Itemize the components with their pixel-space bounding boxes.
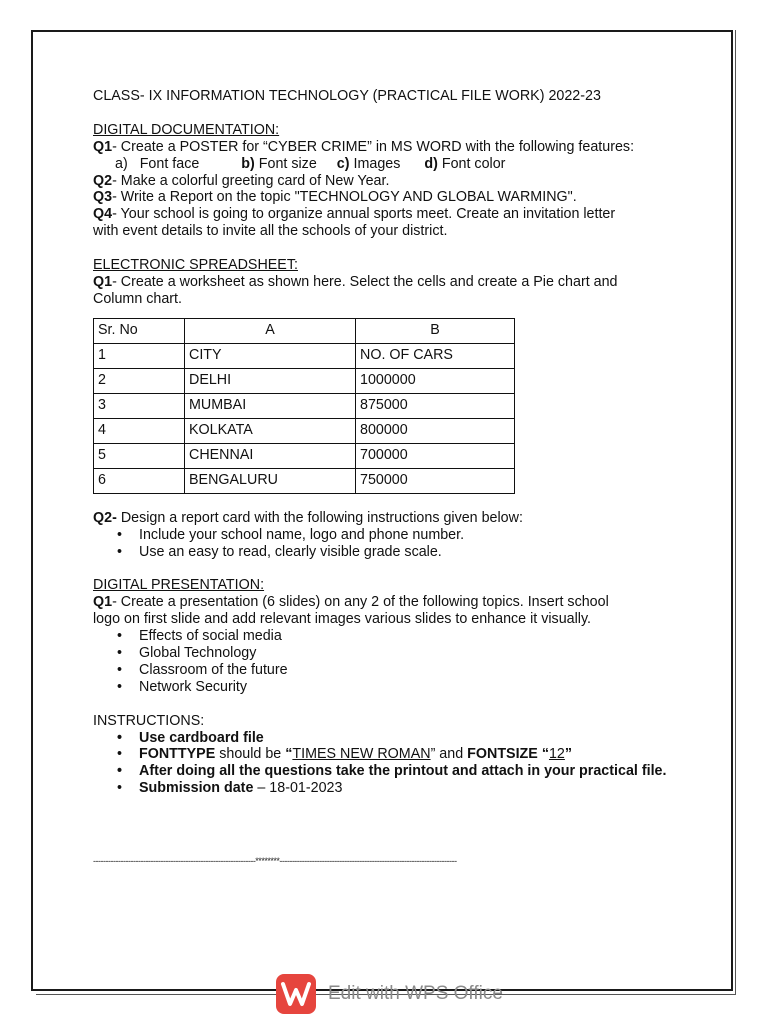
table-cell: BENGALURU — [185, 468, 356, 493]
footer-divider: -----------------------------------------------------------------********----------------------------------------------------------------------- — [93, 856, 457, 866]
doc-q1-options — [93, 156, 693, 173]
sheet-q2: Q2- Design a report card with the following instructions given below: — [93, 509, 523, 526]
instructions-list — [93, 730, 693, 798]
doc-q3: Q3- Write a Report on the topic "TECHNOLOGY AND GLOBAL WARMING". — [93, 189, 577, 206]
option-d: d) Font color — [424, 155, 506, 172]
list-item: • Classroom of the future — [139, 662, 693, 679]
table-cell: 750000 — [356, 468, 515, 493]
section-heading-instructions: INSTRUCTIONS: — [93, 712, 205, 729]
page-title: CLASS- IX INFORMATION TECHNOLOGY (PRACTICAL FILE WORK) 2022-23 — [93, 88, 601, 104]
table-row — [94, 468, 515, 493]
table-cell: CITY — [185, 343, 356, 368]
sheet-q2-bullets — [93, 527, 693, 561]
table-cell: 4 — [94, 418, 185, 443]
section-heading-documentation: DIGITAL DOCUMENTATION: — [93, 121, 280, 138]
doc-q1 — [93, 139, 693, 156]
section-heading-spreadsheet: ELECTRONIC SPREADSHEET: — [93, 257, 298, 274]
option-b: b) Font size — [241, 155, 317, 172]
sheet-q1-cont: Column chart. — [93, 290, 182, 307]
doc-q4-cont: with event details to invite all the schools of your district. — [93, 223, 448, 240]
list-item: • Include your school name, logo and phone number. — [139, 527, 693, 544]
table-cell: 700000 — [356, 443, 515, 468]
pres-q1-cont: logo on first slide and add relevant images various slides to enhance it visually. — [93, 611, 592, 628]
question-text: - Create a POSTER for “CYBER CRIME” in MS WORD with the following features: — [112, 138, 635, 155]
list-item: • After doing all the questions take the printout and attach in your practical file. — [139, 763, 693, 780]
table-header-cell: A — [185, 318, 356, 343]
section-heading-presentation: DIGITAL PRESENTATION: — [93, 577, 265, 594]
wps-w-icon — [281, 981, 311, 1007]
list-item: • Use cardboard file — [139, 730, 693, 747]
cars-table — [93, 318, 515, 494]
doc-q4: Q4- Your school is going to organize annual sports meet. Create an invitation letter — [93, 206, 616, 223]
list-item: • Effects of social media — [139, 628, 693, 645]
option-a: a) Font face — [115, 155, 200, 172]
table-cell: MUMBAI — [185, 393, 356, 418]
table-header-cell: Sr. No — [94, 318, 185, 343]
table-row — [94, 443, 515, 468]
wps-watermark-text: Edit with WPS Office — [328, 983, 503, 1004]
table-row — [94, 418, 515, 443]
table-cell: 6 — [94, 468, 185, 493]
table-cell: DELHI — [185, 368, 356, 393]
pres-q1: Q1- Create a presentation (6 slides) on any 2 of the following topics. Insert school — [93, 594, 609, 611]
table-cell: 5 — [94, 443, 185, 468]
table-cell: 1000000 — [356, 368, 515, 393]
table-cell: CHENNAI — [185, 443, 356, 468]
question-label: Q1 — [93, 138, 113, 155]
list-item: • Global Technology — [139, 645, 693, 662]
table-cell: NO. OF CARS — [356, 343, 515, 368]
table-row — [94, 393, 515, 418]
document-body — [93, 88, 693, 797]
list-item: • FONTTYPE should be “TIMES NEW ROMAN” and FONTSIZE “12” — [139, 746, 693, 763]
wps-watermark[interactable] — [276, 974, 503, 1014]
list-item: • Submission date – 18-01-2023 — [139, 780, 693, 797]
wps-logo-icon — [276, 974, 316, 1014]
sheet-q1: Q1- Create a worksheet as shown here. Select the cells and create a Pie chart and — [93, 273, 618, 290]
list-item: • Network Security — [139, 679, 693, 696]
table-cell: KOLKATA — [185, 418, 356, 443]
table-cell: 3 — [94, 393, 185, 418]
table-cell: 875000 — [356, 393, 515, 418]
table-row — [94, 368, 515, 393]
doc-q2: Q2- Make a colorful greeting card of New Year. — [93, 172, 390, 189]
table-header-cell: B — [356, 318, 515, 343]
table-cell: 800000 — [356, 418, 515, 443]
pres-topics — [93, 628, 693, 696]
option-c: c) Images — [336, 155, 401, 172]
table-header-row — [94, 318, 515, 343]
table-cell: 1 — [94, 343, 185, 368]
table-row — [94, 343, 515, 368]
table-cell: 2 — [94, 368, 185, 393]
list-item: • Use an easy to read, clearly visible grade scale. — [139, 544, 693, 561]
